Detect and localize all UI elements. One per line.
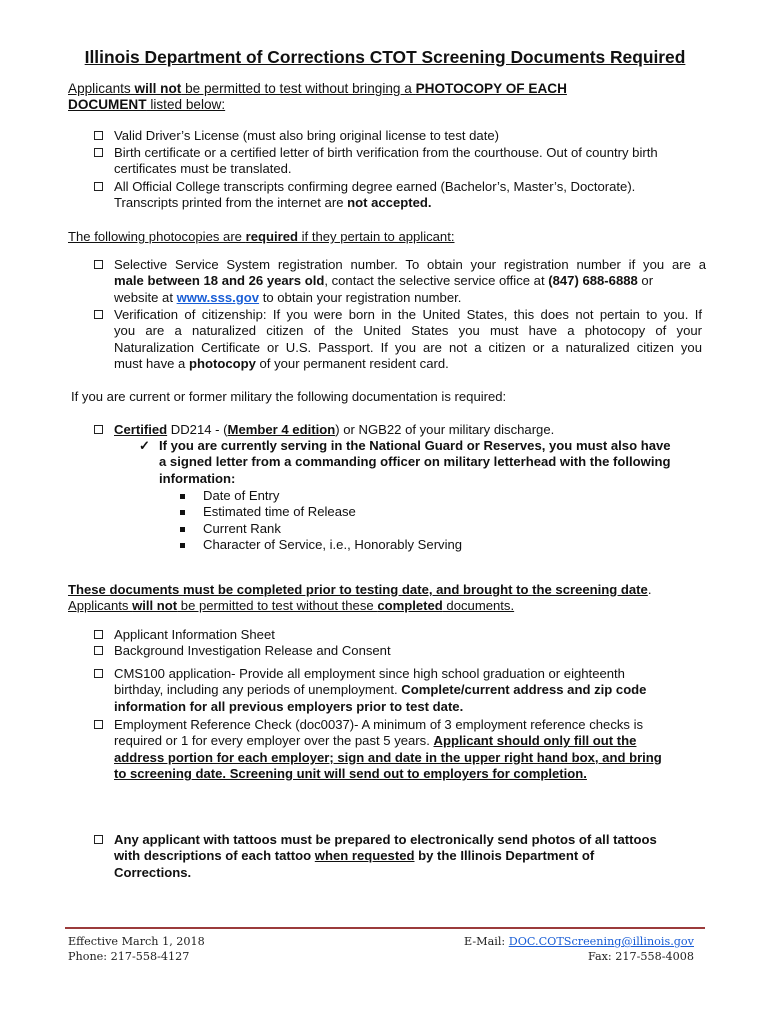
checkbox-icon: [94, 669, 103, 678]
military-info-bullets: [180, 488, 600, 554]
bullet-item: Estimated time of Release: [180, 504, 600, 520]
checkbox-icon: [94, 425, 103, 434]
square-bullet-icon: [180, 527, 185, 532]
checkbox-icon: [94, 835, 103, 844]
footer-right: E-Mail: DOC.COTScreening@illinois.gov Fax: 217-558-4008: [463, 935, 694, 963]
bullet-item: Character of Service, i.e., Honorably Serving: [180, 537, 600, 553]
checkbox-icon: [94, 131, 103, 140]
checkbox-icon: [94, 148, 103, 157]
checkbox-icon: [94, 310, 103, 319]
sss-website-link[interactable]: www.sss.gov: [176, 289, 260, 305]
square-bullet-icon: [180, 510, 185, 515]
completed-documents-heading: These documents must be completed prior to testing date, and brought to the screening date. Applicants will not be permitted to test without these completed documents.: [68, 582, 652, 614]
square-bullet-icon: [180, 543, 185, 548]
military-heading: If you are current or former military the following documentation is required:: [71, 389, 507, 404]
checkbox-icon: [94, 260, 103, 269]
square-bullet-icon: [180, 494, 185, 499]
footer-left: Effective March 1, 2018 Phone: 217-558-4127: [68, 935, 205, 963]
footer-rule: [65, 927, 705, 929]
checkbox-icon: [94, 646, 103, 655]
intro-paragraph: Applicants will not be permitted to test without bringing a PHOTOCOPY OF EACH DOCUMENT listed below:: [68, 81, 567, 113]
checkmark-icon: ✓: [139, 438, 150, 453]
checkbox-icon: [94, 720, 103, 729]
email-link[interactable]: DOC.COTScreening@illinois.gov: [508, 935, 694, 948]
checkbox-icon: [94, 630, 103, 639]
bullet-item: Date of Entry: [180, 488, 600, 504]
checkbox-icon: [94, 182, 103, 191]
section-heading-required-photocopies: The following photocopies are required if they pertain to applicant:: [68, 229, 455, 244]
bullet-item: Current Rank: [180, 521, 600, 537]
page-title: Illinois Department of Corrections CTOT Screening Documents Required: [84, 47, 686, 67]
